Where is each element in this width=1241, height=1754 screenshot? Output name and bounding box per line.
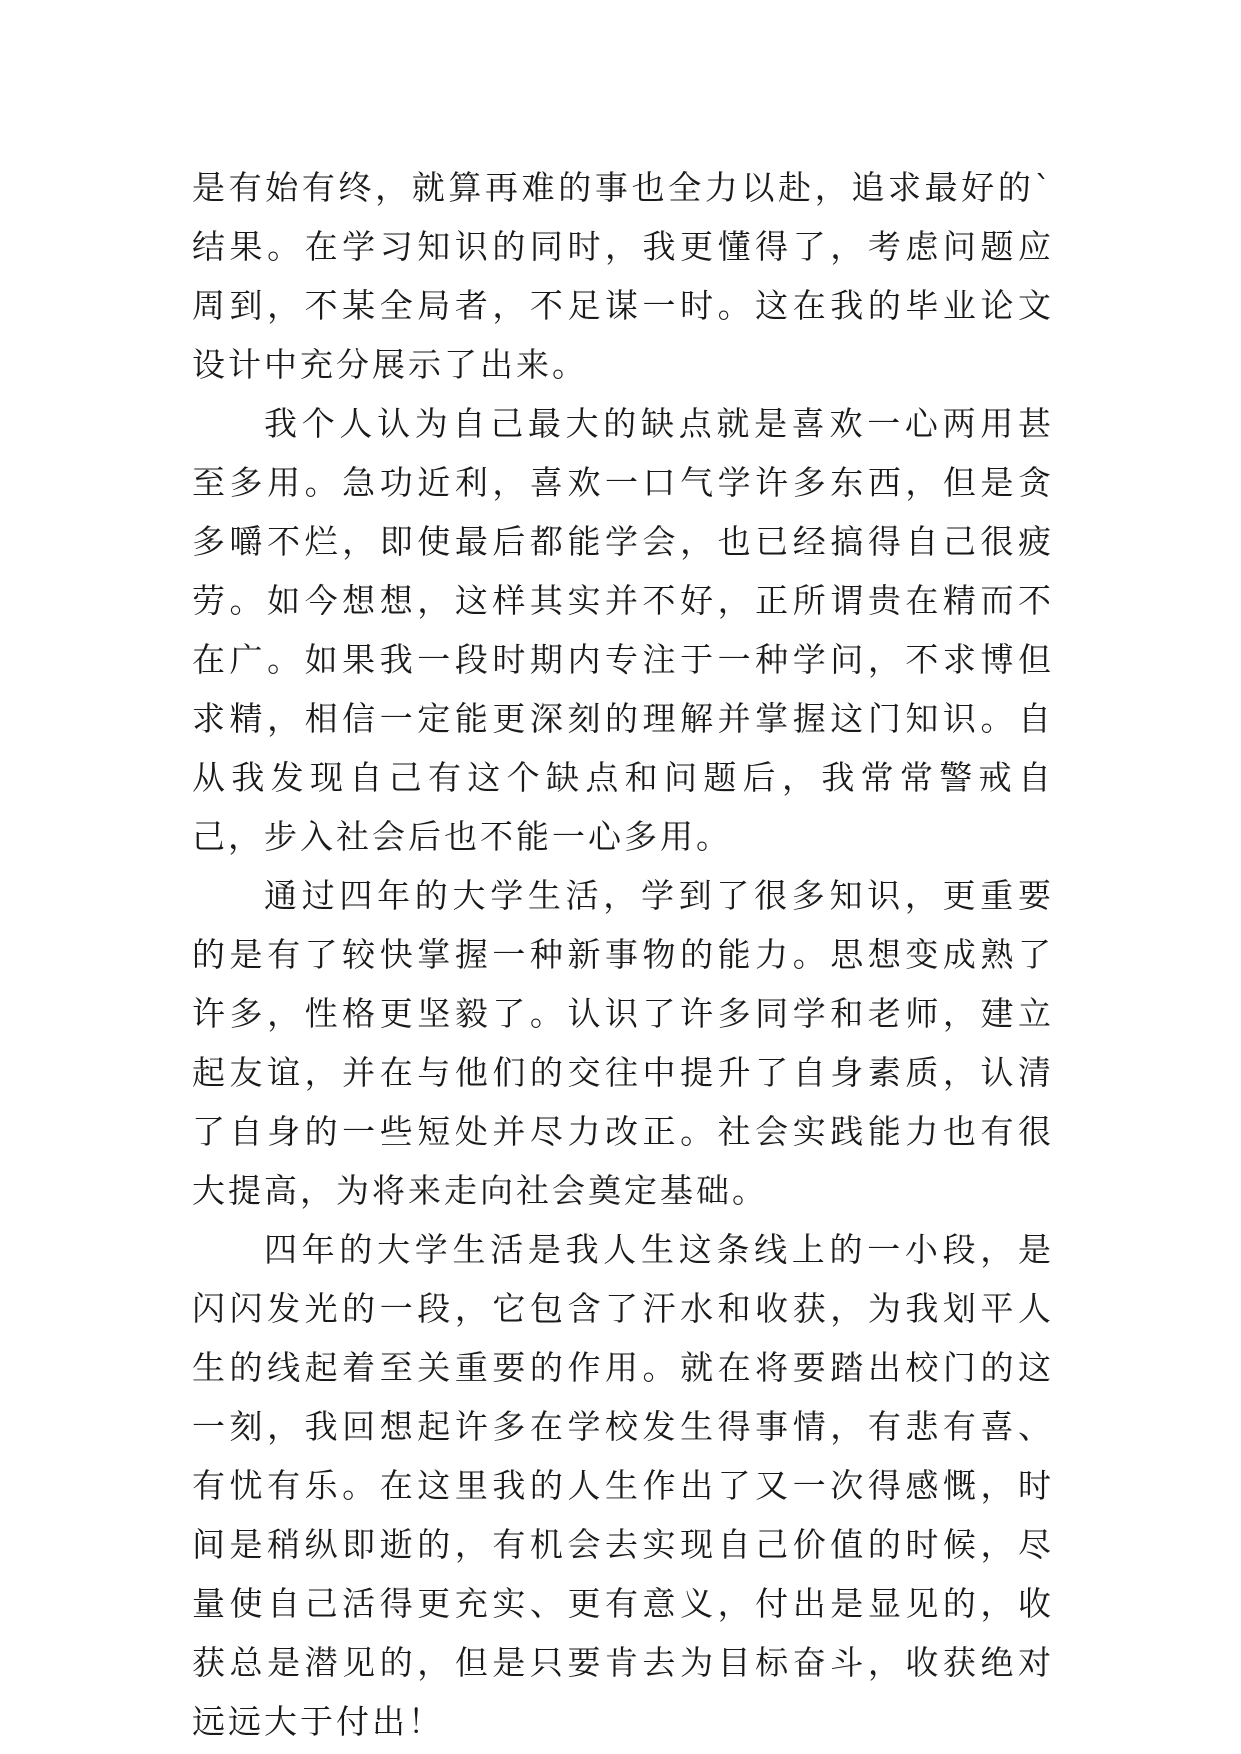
paragraph-shortcoming: 我个人认为自己最大的缺点就是喜欢一心两用甚至多用。急功近利，喜欢一口气学许多东西，但是贪多嚼不烂，即使最后都能学会，也已经搞得自己很疲劳。如今想想，这样其实并不好，正所谓贵在精而不在广。如果我一段时期内专注于一种学问，不求博但求精，相信一定能更深刻的理解并掌握这门知识。自从我发现自己有这个缺点和问题后，我常常警戒自己，步入社会后也不能一心多用。 <box>192 404 1054 856</box>
document-body <box>192 158 1054 1751</box>
paragraph-continued: 是有始有终，就算再难的事也全力以赴，追求最好的`结果。在学习知识的同时，我更懂得了，考虑问题应周到，不某全局者，不足谋一时。这在我的毕业论文设计中充分展示了出来。 <box>192 168 1054 384</box>
paragraph-conclusion: 四年的大学生活是我人生这条线上的一小段，是闪闪发光的一段，它包含了汗水和收获，为我划平人生的线起着至关重要的作用。就在将要踏出校门的这一刻，我回想起许多在学校发生得事情，有悲有喜、有忧有乐。在这里我的人生作出了又一次得感慨，时间是稍纵即逝的，有机会去实现自己价值的时候，尽量使自己活得更充实、更有意义，付出是显见的，收获总是潜见的，但是只要肯去为目标奋斗，收获绝对远远大于付出！ <box>192 1230 1054 1741</box>
paragraph-university-life: 通过四年的大学生活，学到了很多知识，更重要的是有了较快掌握一种新事物的能力。思想变成熟了许多，性格更坚毅了。认识了许多同学和老师，建立起友谊，并在与他们的交往中提升了自身素质，认清了自身的一些短处并尽力改正。社会实践能力也有很大提高，为将来走向社会奠定基础。 <box>192 876 1054 1210</box>
